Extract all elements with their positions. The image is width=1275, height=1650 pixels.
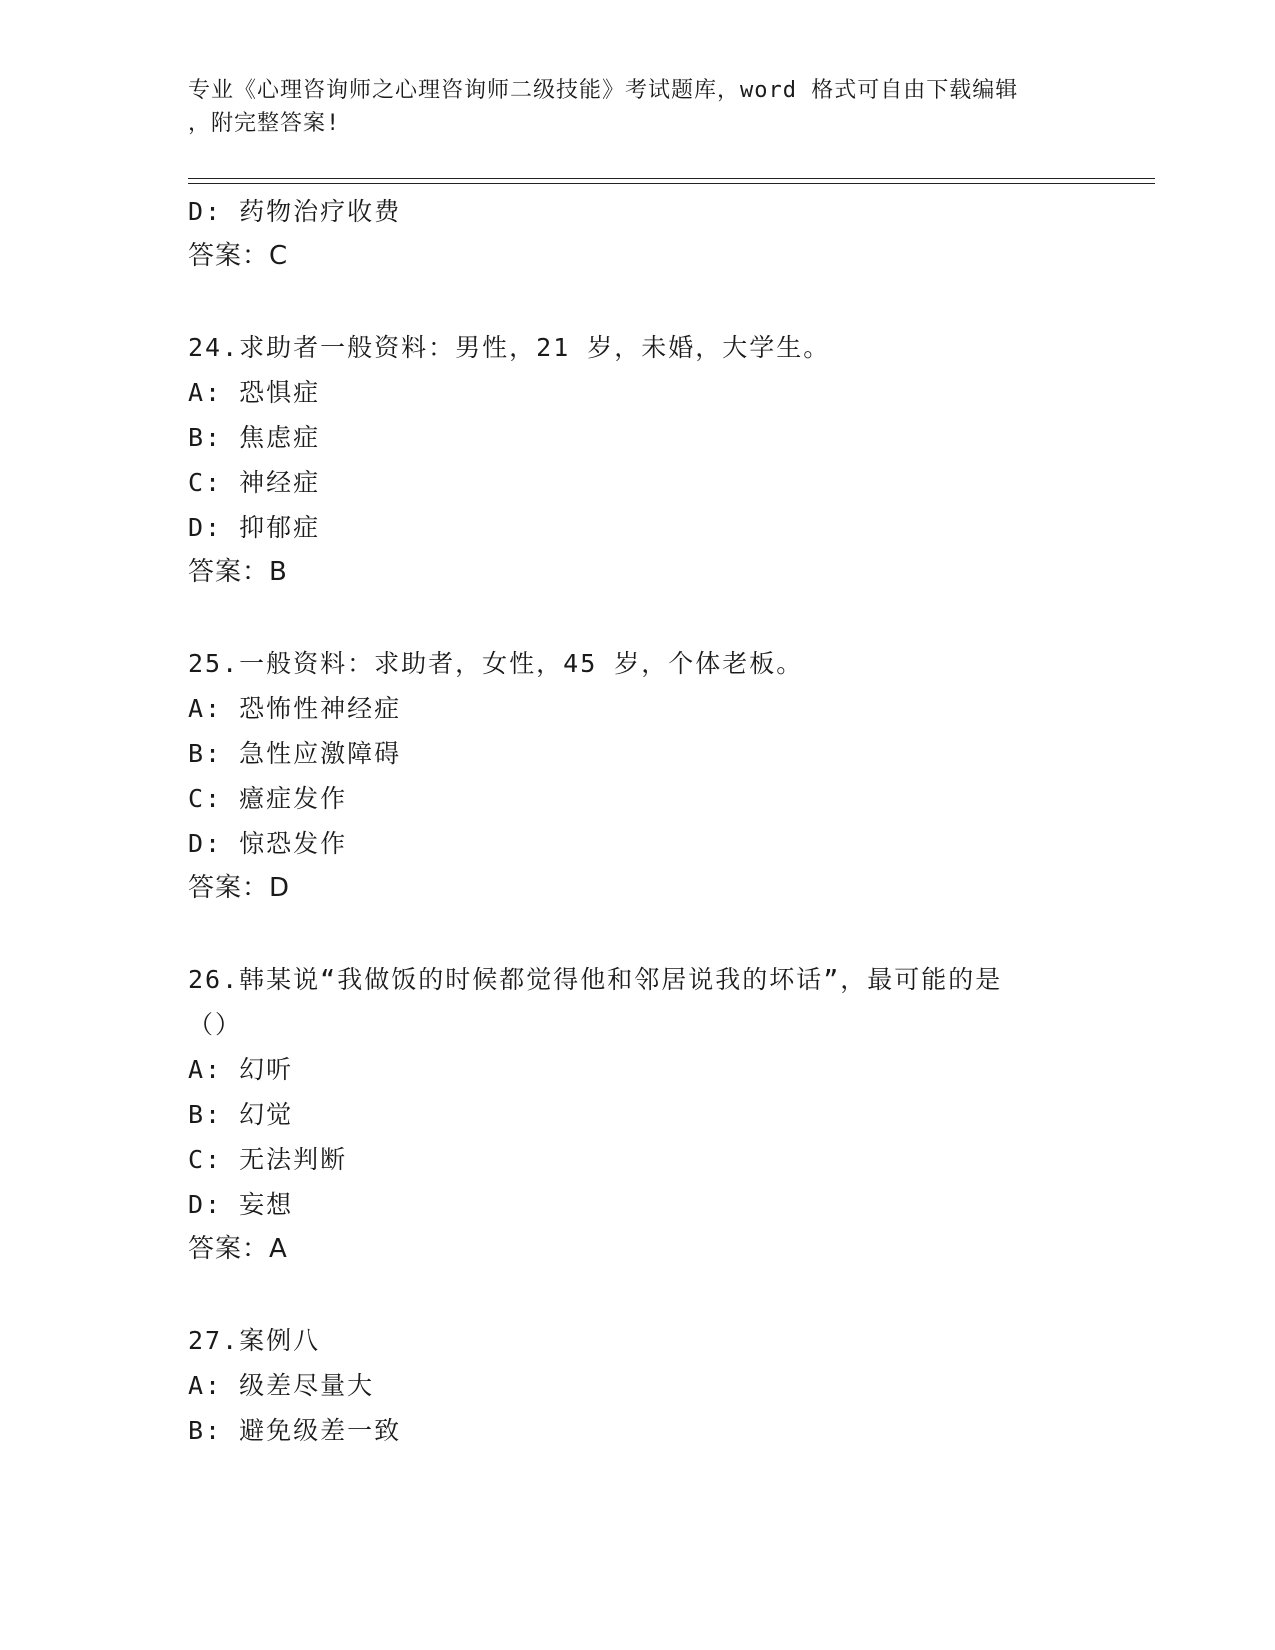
- option-c: C: 癔症发作: [188, 784, 348, 813]
- option-b: B: 急性应激障碍: [188, 739, 402, 768]
- header-title-line-1: 专业《心理咨询师之心理咨询师二级技能》考试题库，word 格式可自由下载编辑: [188, 78, 1019, 103]
- question-stem: 25.一般资料：求助者，女性，45 岁，个体老板。: [188, 649, 804, 678]
- question-stem-line-1: 26.韩某说“我做饭的时候都觉得他和邻居说我的坏话”，最可能的是: [188, 965, 1003, 994]
- question-27: [188, 1318, 1155, 1453]
- option-d: D: 药物治疗收费: [188, 197, 402, 226]
- answer-line: 答案：D: [188, 873, 291, 903]
- header-title-line-2: ，附完整答案!: [188, 111, 341, 136]
- question-24: [188, 325, 1155, 595]
- option-b: B: 幻觉: [188, 1100, 294, 1129]
- header-divider-top: [188, 178, 1155, 179]
- option-b: B: 焦虑症: [188, 423, 321, 452]
- option-a: A: 幻听: [188, 1055, 294, 1084]
- answer-line: 答案：B: [188, 557, 288, 587]
- question-stem: 24.求助者一般资料：男性，21 岁，未婚，大学生。: [188, 333, 831, 362]
- option-b: B: 避免级差一致: [188, 1416, 402, 1445]
- question-list: [188, 189, 1155, 1453]
- document-header: [188, 74, 1088, 140]
- option-d: D: 妄想: [188, 1190, 294, 1219]
- option-c: C: 无法判断: [188, 1145, 348, 1174]
- question-stem: 27.案例八: [188, 1326, 321, 1355]
- question-26: [188, 957, 1155, 1272]
- answer-line: 答案：C: [188, 241, 289, 271]
- option-a: A: 恐惧症: [188, 378, 321, 407]
- answer-line: 答案：A: [188, 1234, 288, 1264]
- header-divider-bottom: [188, 183, 1155, 184]
- question-25: [188, 641, 1155, 911]
- option-c: C: 神经症: [188, 468, 321, 497]
- question-stem-line-2: （）: [188, 1010, 243, 1039]
- option-a: A: 恐怖性神经症: [188, 694, 402, 723]
- option-d: D: 抑郁症: [188, 513, 321, 542]
- option-a: A: 级差尽量大: [188, 1371, 375, 1400]
- option-d: D: 惊恐发作: [188, 829, 348, 858]
